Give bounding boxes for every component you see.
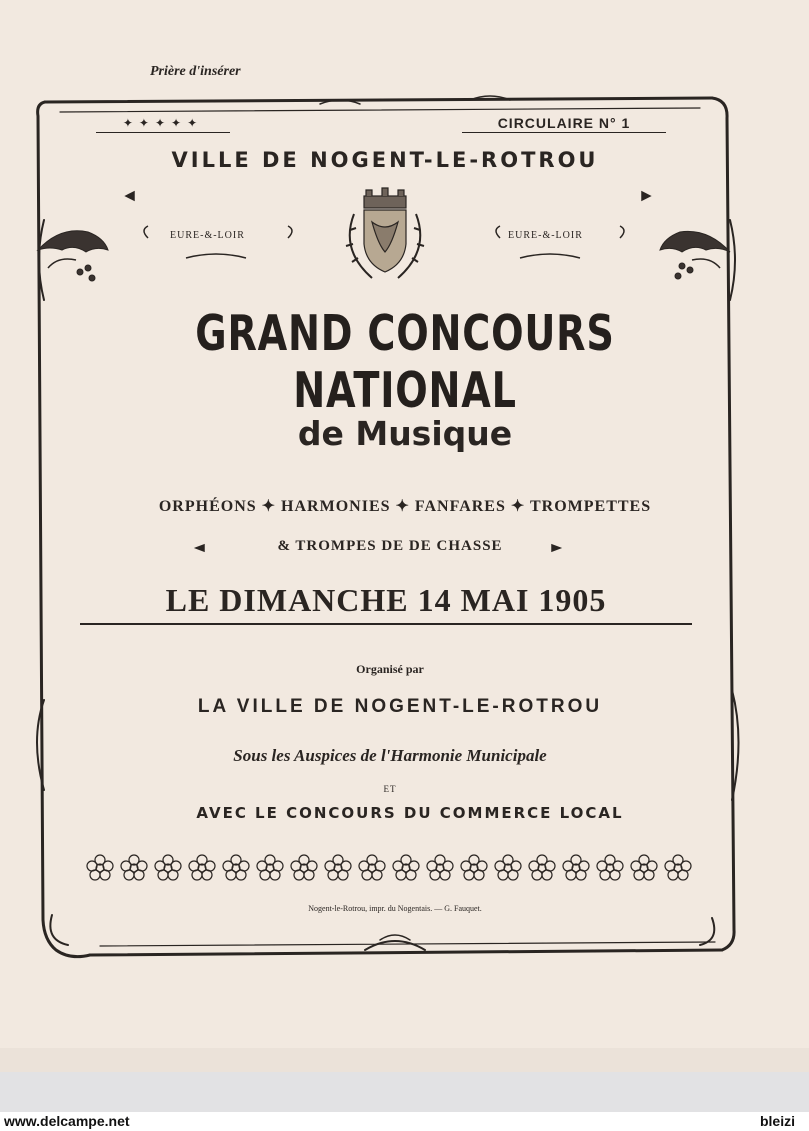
leaf-ornament-right xyxy=(660,231,730,279)
event-subtitle: de Musique xyxy=(297,414,513,453)
region-label-left: EURE-&-LOIR xyxy=(170,230,245,241)
leaf-ornament-left xyxy=(38,231,108,281)
circulaire-number: CIRCULAIRE N° 1 xyxy=(462,115,666,133)
town-title: VILLE DE NOGENT-LE-ROTROU xyxy=(171,148,599,172)
music-categories: ORPHÉONS ✦ HARMONIES ✦ FANFARES ✦ TROMPETTES xyxy=(158,498,652,515)
star-ornament: ✦✦✦✦✦ xyxy=(96,116,230,133)
organised-by: Organisé par xyxy=(356,662,424,676)
printer-imprint: Nogent-le-Rotrou, impr. du Nogentais. — G. Fauquet. xyxy=(308,904,482,913)
support-line: AVEC LE CONCOURS DU COMMERCE LOCAL xyxy=(196,804,624,822)
priere-note: Prière d'insérer xyxy=(150,64,241,79)
flower-border xyxy=(87,855,691,880)
auspices-line: Sous les Auspices de l'Harmonie Municipale xyxy=(233,746,547,765)
watermark-bar xyxy=(0,1112,809,1131)
event-title: GRAND CONCOURS NATIONAL xyxy=(195,305,615,419)
coat-of-arms-icon xyxy=(346,188,424,278)
event-date: LE DIMANCHE 14 MAI 1905 xyxy=(80,582,692,625)
watermark-seller: bleizi xyxy=(759,1113,795,1129)
scan-background xyxy=(0,1072,809,1112)
organiser: LA VILLE DE NOGENT-LE-ROTROU xyxy=(197,696,603,717)
et-conjunction: ET xyxy=(383,784,397,794)
music-categories-2: & TROMPES DE DE CHASSE xyxy=(277,538,503,554)
region-label-right: EURE-&-LOIR xyxy=(508,230,583,241)
watermark-site: www.delcampe.net xyxy=(4,1113,130,1129)
